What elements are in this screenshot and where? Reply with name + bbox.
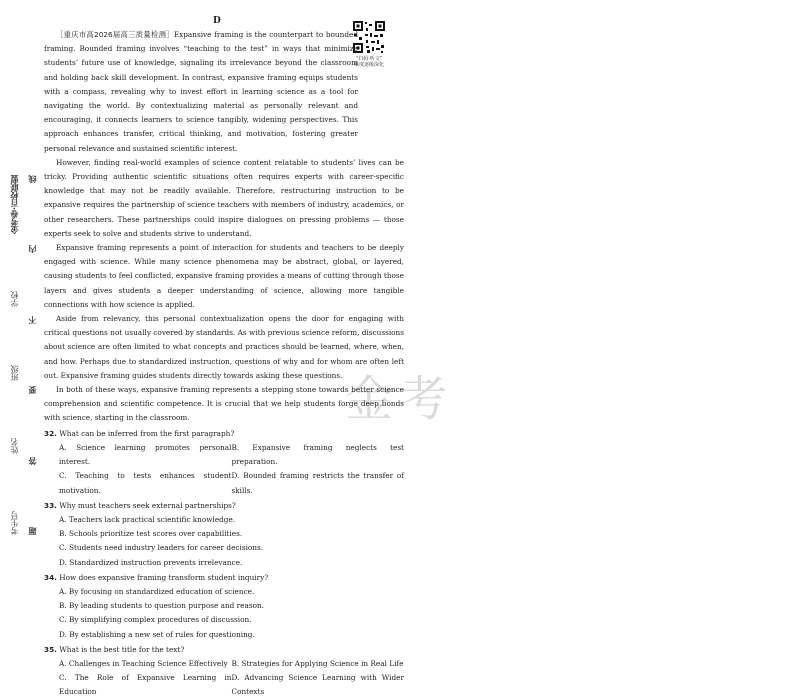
answer-option[interactable]: A. Challenges in Teaching Science Effectively xyxy=(59,658,228,668)
answer-option[interactable]: A. Science learning promotes personal interest. xyxy=(59,442,232,467)
answer-option[interactable]: C. Students need industry leaders for career decisions. xyxy=(59,543,264,553)
answer-option[interactable]: B. Strategies for Applying Science in Real Life xyxy=(231,658,404,668)
passage-paragraph: Aside from relevancy, this personal contextualization opens the door for engaging with critical questions not usually covered by standards. As with previous science reform, discussions about science are often limited to what concepts and practices should be learned, where, when, and how. Perhaps due to standardized instruction, questions of why and for whom are often left out. Expansive framing guides students directly towards asking these questions. xyxy=(44,314,404,380)
seal-line-column xyxy=(26,175,38,535)
passage-paragraph: However, finding real-world examples of science content relatable to students’ lives can be tricky. Providing authentic scientific situations often requires experts with career-specific knowledge that may not be readily available. Therefore, restructuring instruction to be expansive requires the partnership of science teachers with members of industry, academics, or other researchers. These partnerships could inspire dialogues on pressing problems — those experts seek to solve and students strive to understand. xyxy=(44,157,404,238)
seal-char: 答 xyxy=(27,456,37,465)
passage-source: ［重庆市高2026届高三质量检测］ xyxy=(56,30,174,39)
answer-option[interactable]: D. Bounded framing restricts the transfer of skills. xyxy=(231,471,404,495)
seal-char: 线 xyxy=(27,175,37,183)
answer-option[interactable]: D. By establishing a new set of rules for questioning. xyxy=(59,629,255,639)
margin-name-label: 姓名 xyxy=(9,437,19,454)
answer-option[interactable]: A. By focusing on standardized education of science. xyxy=(59,586,255,596)
paragraph-text: Expansive framing is the counterpart to bounded framing. Bounded framing involves “teaching to the test” in ways that minimize students’ future use of knowledge, signaling its irrelevance beyond the classroom and holding back skill development. In contrast, expansive framing equips students with a compass, revealing why to invest effort in learning science as a tool for navigating the world. By contextualizing material as personally relevant and encouraging, it connects learners to science tangibly, widening perspectives. This approach enhances transfer, critical thinking, and motivation, fostering greater personal relevance and sustained scientific interest. xyxy=(44,30,358,153)
question-33 xyxy=(44,499,404,570)
qr-caption-line: “扫码·听文” xyxy=(355,56,383,62)
seal-char: 要 xyxy=(27,386,37,395)
qr-caption-line: 难度逐级深化 xyxy=(353,62,384,68)
question-number: 35. xyxy=(44,644,57,654)
answer-option[interactable]: C. By simplifying complex procedures of discussion. xyxy=(59,615,252,625)
answer-option[interactable]: B. By leading students to question purpose and reason. xyxy=(59,601,264,611)
section-letter: D xyxy=(213,16,221,26)
student-info-column xyxy=(8,175,20,535)
answer-option[interactable]: D. Advancing Science Learning with Wider Contexts xyxy=(231,673,404,697)
binding-margin xyxy=(0,0,38,560)
question-number: 32. xyxy=(44,428,57,438)
answer-option[interactable]: B. Schools prioritize test scores over capabilities. xyxy=(59,529,243,539)
question-stem: What is the best title for the text? xyxy=(59,644,185,654)
margin-class-label: 班级 xyxy=(9,364,19,381)
question-32 xyxy=(44,427,404,498)
answer-option[interactable]: C. Teaching to tests enhances student motivation. xyxy=(59,471,232,495)
answer-option[interactable]: B. Expansive framing neglects test preparation. xyxy=(231,442,404,467)
margin-brand: 金考卷·百校联盟 xyxy=(9,175,19,235)
reading-passage xyxy=(44,14,404,700)
answer-option[interactable]: D. Standardized instruction prevents irrelevance. xyxy=(59,557,243,567)
answer-option[interactable]: A. Teachers lack practical scientific knowledge. xyxy=(59,514,236,524)
question-number: 34. xyxy=(44,572,57,582)
passage-paragraph: Expansive framing represents a point of interaction for students and teachers to be deeply engaged with science. While many science phenomena may be abstract, global, or layered, causing students to feel conflicted, expansive framing provides a means of cutting through those layers and gives students a deeper understanding of science, allowing more tangible connections with how science is applied. xyxy=(44,243,404,309)
answer-option[interactable]: C. The Role of Expansive Learning in Education xyxy=(59,673,232,697)
question-stem: Why must teachers seek external partnerships? xyxy=(59,500,236,510)
question-stem: What can be inferred from the first paragraph? xyxy=(59,428,235,438)
seal-char: 不 xyxy=(27,315,37,324)
question-34 xyxy=(44,571,404,642)
seal-char: 题 xyxy=(27,526,37,535)
margin-id-label: 考生号 xyxy=(9,510,19,535)
watermark: 金考 xyxy=(345,371,454,427)
question-35 xyxy=(44,643,404,700)
question-stem: How does expansive framing transform student inquiry? xyxy=(59,572,269,582)
seal-char: 内 xyxy=(27,245,37,254)
passage-paragraph: In both of these ways, expansive framing represents a stepping stone towards better science comprehension and scientific competence. It is crucial that we help students forge deep bonds with science, starting in the classroom. xyxy=(44,385,404,423)
question-number: 33. xyxy=(44,500,57,510)
passage-paragraph xyxy=(44,28,404,156)
margin-school-label: 学校 xyxy=(9,291,19,308)
